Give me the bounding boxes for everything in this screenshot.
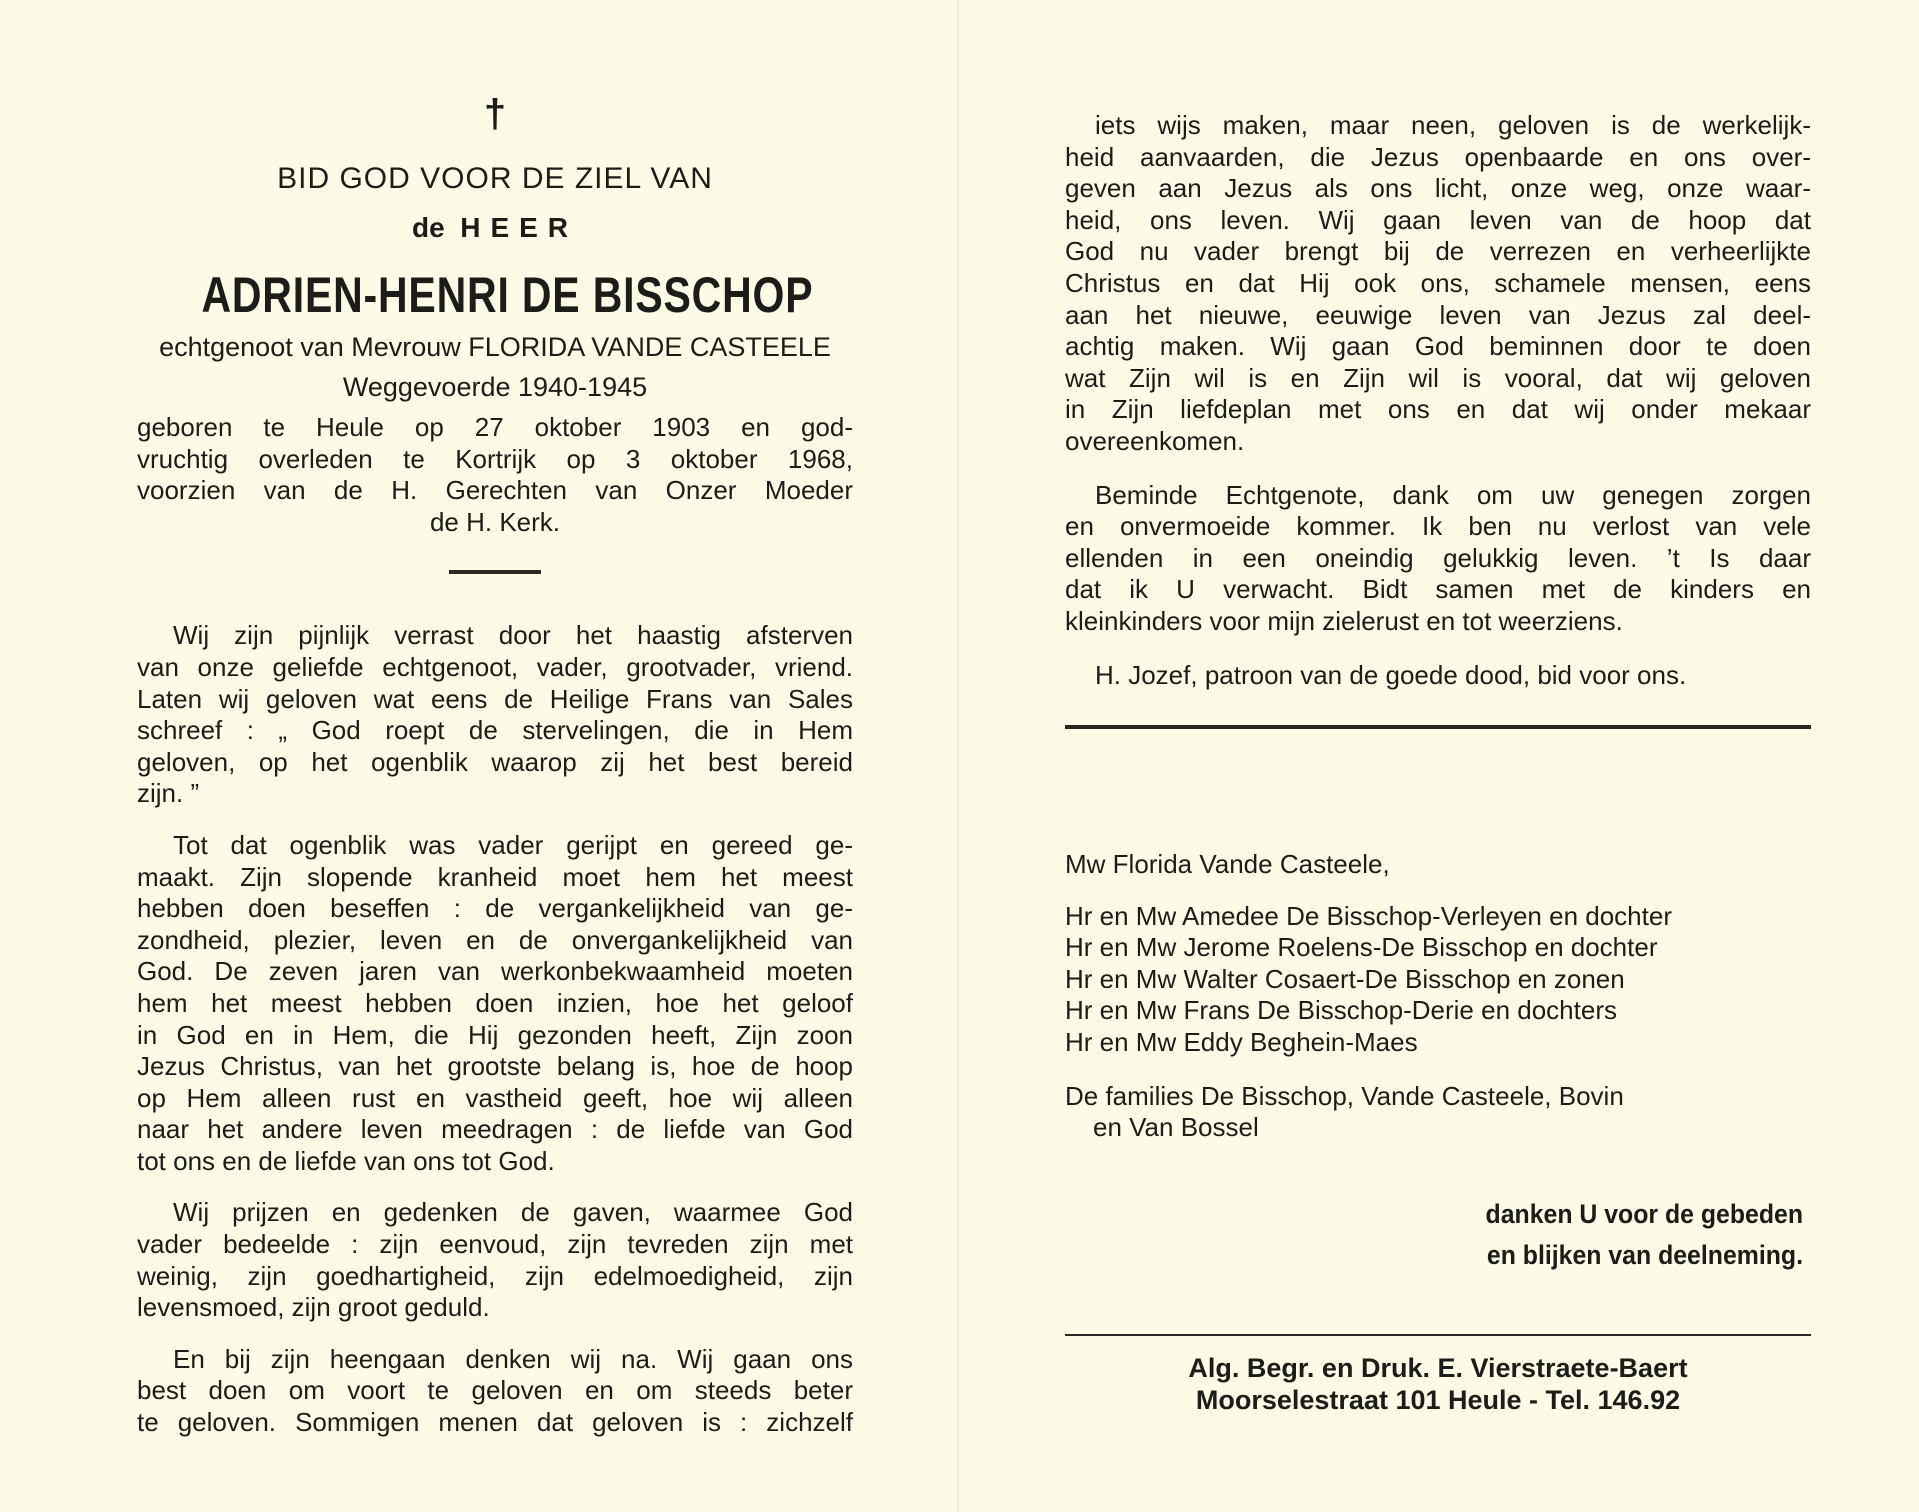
family-member-line: Hr en Mw Frans De Bisschop-Derie en dochters [1065, 995, 1617, 1026]
text-line: Christus en dat Hij ook ons, schamele mensen, eens [1065, 267, 1811, 298]
thanks-block [1065, 1194, 1811, 1276]
family-member-line: Hr en Mw Jerome Roelens-De Bisschop en dochter [1065, 932, 1658, 963]
text-line: hebben doen beseffen : de vergankelijkheid van ge- [137, 893, 853, 924]
families-block [1065, 1081, 1811, 1144]
bio-line: geboren te Heule op 27 oktober 1903 en god- [137, 412, 853, 442]
paragraph [137, 1197, 853, 1323]
text-line: aan het nieuwe, eeuwige leven van Jezus zal deel- [1065, 299, 1811, 330]
text-line: kleinkinders voor mijn zielerust en tot weerziens. [1065, 605, 1623, 636]
text-line: maakt. Zijn slopende kranheid moet hem het meest [137, 861, 853, 892]
text-line: schreef : „ God roept de stervelingen, die in Hem [137, 715, 853, 746]
short-divider [449, 570, 541, 574]
deported-line: Weggevoerde 1940-1945 [342, 372, 648, 402]
text-line: iets wijs maken, maar neen, geloven is de werkelijk- [1095, 110, 1811, 140]
family-member-line: Hr en Mw Amedee De Bisschop-Verleyen en dochter [1065, 900, 1672, 931]
paragraph [137, 830, 853, 1178]
paragraph [1065, 480, 1811, 638]
family-member-line: Hr en Mw Eddy Beghein-Maes [1065, 1027, 1418, 1058]
right-page [1065, 110, 1811, 1416]
text-line: hem het meest hebben doen inzien, hoe het geloof [137, 987, 853, 1018]
text-line: Laten wij geloven wat eens de Heilige Frans van Sales [137, 683, 853, 714]
printer-block [1065, 1352, 1811, 1416]
deceased-name: ADRIEN-HENRI DE BISSCHOP [201, 267, 814, 323]
text-line: God. De zeven jaren van werkonbekwaamheid moeten [137, 956, 853, 987]
text-line: best doen om voort te geloven en om steeds beter [137, 1375, 853, 1406]
text-line: levensmoed, zijn groot geduld. [137, 1292, 490, 1323]
text-line: in God en in Hem, die Hij gezonden heeft, Zijn zoon [137, 1019, 853, 1050]
text-line: op Hem alleen rust en vastheid geeft, hoe wij alleen [137, 1082, 853, 1113]
families-line: De families De Bisschop, Vande Casteele, Bovin [1065, 1080, 1624, 1111]
text-line: ellenden in een oneindig gelukkig leven. ’t Is daar [1065, 542, 1811, 573]
text-line: van onze geliefde echtgenoot, vader, grootvader, vriend. [137, 651, 853, 682]
text-line: En bij zijn heengaan denken wij na. Wij gaan ons [173, 1343, 853, 1374]
text-line: overeenkomen. [1065, 425, 1245, 456]
text-line: in Zijn liefdeplan met ons en dat wij onder mekaar [1065, 394, 1811, 425]
text-line: achtig maken. Wij gaan God beminnen door te doen [1065, 331, 1811, 362]
thanks-line: en blijken van deelneming. [1486, 1239, 1803, 1270]
text-line: H. Jozef, patroon van de goede dood, bid voor ons. [1095, 659, 1687, 690]
text-line: Wij prijzen en gedenken de gaven, waarmee God [173, 1197, 853, 1228]
title-line [137, 212, 853, 260]
thanks-line: danken U voor de gebeden [1485, 1198, 1803, 1229]
left-page [137, 92, 853, 1459]
title: HEER [460, 212, 579, 243]
text-line: en onvermoeide kommer. Ik ben nu verlost van vele [1065, 511, 1811, 542]
bio-block [137, 412, 853, 507]
text-line: Jezus Christus, van het grootste belang is, hoe de hoop [137, 1051, 853, 1082]
family-member-line: Hr en Mw Walter Cosaert-De Bisschop en zonen [1065, 963, 1625, 994]
text-line: Tot dat ogenblik was vader gerijpt en gereed ge- [173, 829, 853, 860]
families-line: en Van Bossel [1093, 1112, 1259, 1143]
paragraph [137, 1344, 853, 1439]
divider [1065, 725, 1811, 729]
text-line: weinig, zijn goedhartigheid, zijn edelmoedigheid, zijn [137, 1260, 853, 1291]
widow-line: Mw Florida Vande Casteele, [1065, 849, 1390, 880]
text-line: zijn. ” [137, 778, 200, 809]
printer-divider [1065, 1334, 1811, 1336]
text-line: zondheid, plezier, leven en de onvergankelijkheid van [137, 924, 853, 955]
paragraph [1065, 660, 1811, 692]
text-line: naar het andere leven meedragen : de liefde van God [137, 1114, 853, 1145]
text-line: te geloven. Sommigen menen dat geloven is : zichzelf [137, 1407, 853, 1438]
bio-line: voorzien van de H. Gerechten van Onzer Moeder [137, 475, 853, 506]
text-line: heid aanvaarden, die Jezus openbaarde en ons over- [1065, 141, 1811, 172]
text-line: Wij zijn pijnlijk verrast door het haastig afsterven [173, 620, 853, 651]
cross-icon: † [483, 92, 507, 136]
header-text: BID GOD VOOR DE ZIEL VAN [277, 162, 713, 195]
text-line: tot ons en de liefde van ons tot God. [137, 1145, 555, 1176]
paragraph [1065, 110, 1811, 458]
text-line: vader bedeelde : zijn eenvoud, zijn tevreden zijn met [137, 1229, 853, 1260]
text-line: geven aan Jezus als ons licht, onze weg, onze waar- [1065, 173, 1811, 204]
card-fold [957, 0, 959, 1512]
printer-line: Alg. Begr. en Druk. E. Vierstraete-Baert [1188, 1352, 1688, 1383]
text-line: wat Zijn wil is en Zijn wil is vooral, dat wij geloven [1065, 362, 1811, 393]
bio-line: vruchtig overleden te Kortrijk op 3 oktober 1968, [137, 443, 853, 474]
left-paragraphs [137, 620, 853, 1438]
right-paragraphs [1065, 110, 1811, 691]
children-list [1065, 901, 1811, 1059]
paragraph [137, 620, 853, 810]
text-line: dat ik U verwacht. Bidt samen met de kinders en [1065, 574, 1811, 605]
title-prefix: de [411, 212, 445, 243]
text-line: God nu vader brengt bij de verrezen en verheerlijkte [1065, 236, 1811, 267]
text-line: geloven, op het ogenblik waarop zij het best bereid [137, 746, 853, 777]
text-line: heid, ons leven. Wij gaan leven van de hoop dat [1065, 204, 1811, 235]
bio-last-line: de H. Kerk. [429, 506, 561, 537]
printer-line: Moorselestraat 101 Heule - Tel. 146.92 [1195, 1384, 1681, 1415]
text-line: Beminde Echtgenote, dank om uw genegen zorgen [1095, 479, 1811, 510]
spouse-line: echtgenoot van Mevrouw FLORIDA VANDE CASTEELE [159, 332, 831, 362]
